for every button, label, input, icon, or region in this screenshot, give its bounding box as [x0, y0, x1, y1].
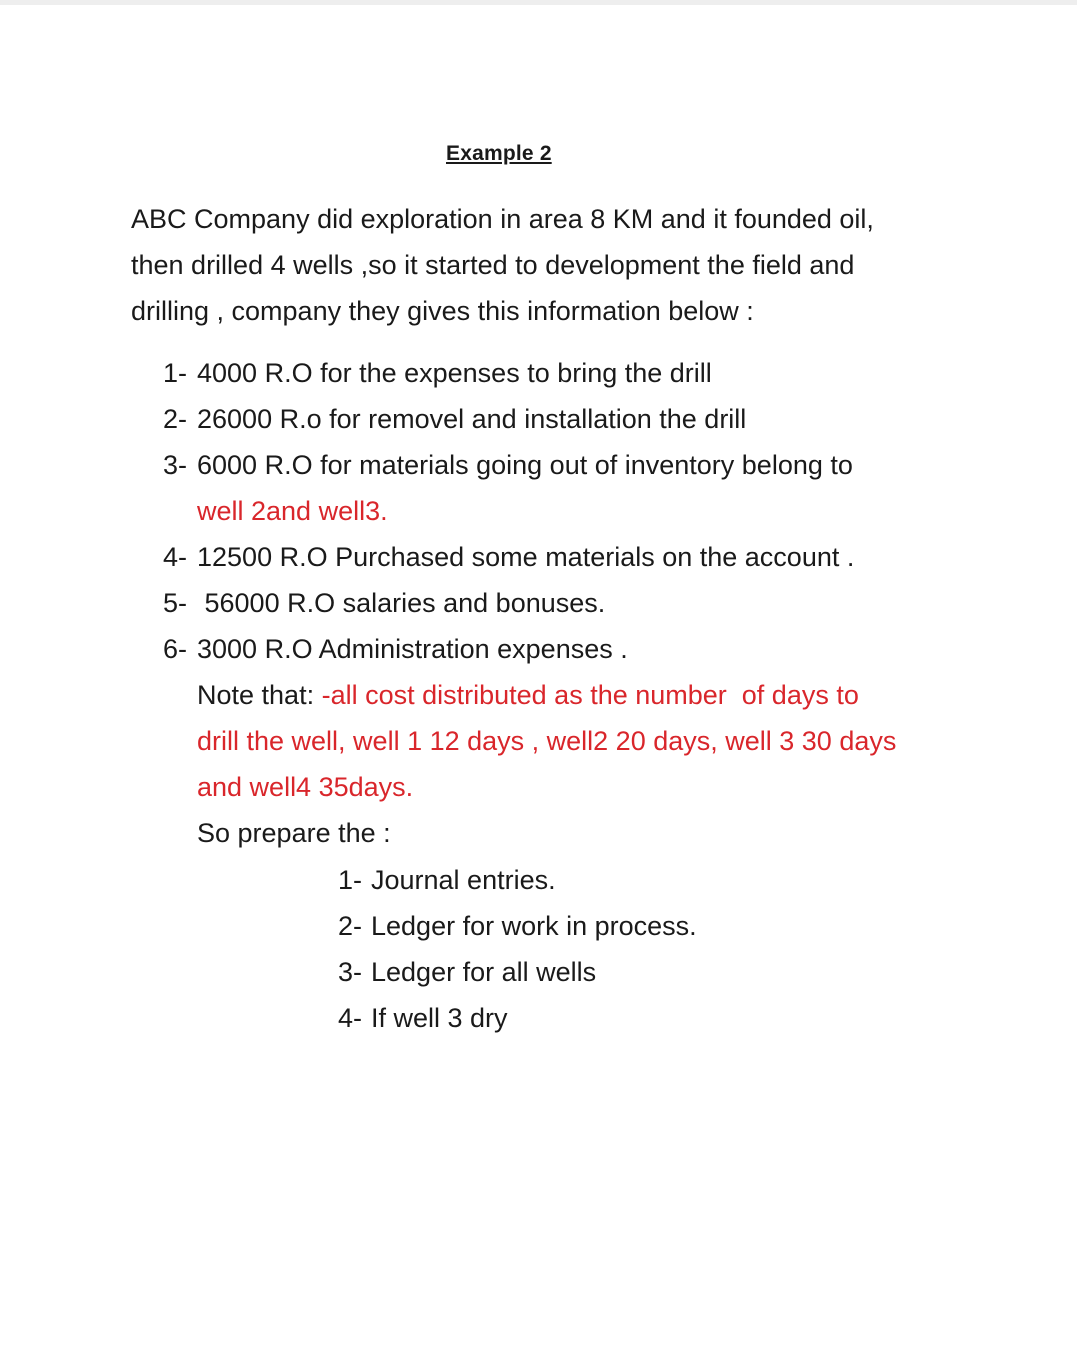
list-item-text: 4000 R.O for the expenses to bring the drill — [197, 358, 712, 388]
list-item-text: 12500 R.O Purchased some materials on the account . — [197, 542, 855, 572]
list-item — [163, 534, 1023, 580]
prepare-label: So prepare the : — [197, 818, 391, 848]
list-item-number: 4- — [163, 542, 188, 572]
list-item-text: 56000 R.O salaries and bonuses. — [197, 588, 606, 618]
list-item — [163, 626, 1023, 672]
task-item — [338, 903, 697, 949]
list-item-number: 5- — [163, 588, 188, 618]
intro-line: drilling , company they gives this information below : — [131, 296, 754, 326]
list-item — [163, 580, 1023, 626]
list-item-number: 3- — [163, 450, 188, 480]
intro-paragraph — [131, 196, 1011, 334]
list-item — [163, 442, 1023, 488]
list-item-number: 1- — [163, 358, 188, 388]
list-item-text: 3000 R.O Administration expenses . — [197, 634, 628, 664]
list-item-text: 26000 R.o for removel and installation the drill — [197, 404, 747, 434]
task-number: 3- — [338, 957, 363, 987]
note-line: and well4 35days. — [197, 772, 414, 802]
intro-line: ABC Company did exploration in area 8 KM and it founded oil, — [131, 204, 874, 234]
list-item-number: 6- — [163, 634, 188, 664]
task-item — [338, 949, 697, 995]
task-item — [338, 995, 697, 1041]
list-item-continuation: well 2and well3. — [197, 496, 388, 526]
information-list — [163, 350, 1023, 856]
note-line — [163, 672, 1023, 718]
task-text: Ledger for work in process. — [371, 911, 697, 941]
task-text: If well 3 dry — [371, 1003, 508, 1033]
note-text: -all cost distributed as the number of days to — [321, 680, 859, 710]
task-number: 1- — [338, 865, 363, 895]
task-list — [338, 857, 697, 1041]
list-item-number: 2- — [163, 404, 188, 434]
task-number: 2- — [338, 911, 363, 941]
task-text: Ledger for all wells — [371, 957, 597, 987]
list-item — [163, 396, 1023, 442]
task-text: Journal entries. — [371, 865, 556, 895]
note-label: Note that: — [197, 680, 322, 710]
page-title: Example 2 — [446, 142, 552, 165]
note-line: drill the well, well 1 12 days , well2 20 days, well 3 30 days — [197, 726, 897, 756]
list-item-text: 6000 R.O for materials going out of inventory belong to — [197, 450, 853, 480]
task-item — [338, 857, 697, 903]
intro-line: then drilled 4 wells ,so it started to development the field and — [131, 250, 855, 280]
list-item — [163, 350, 1023, 396]
task-number: 4- — [338, 1003, 363, 1033]
